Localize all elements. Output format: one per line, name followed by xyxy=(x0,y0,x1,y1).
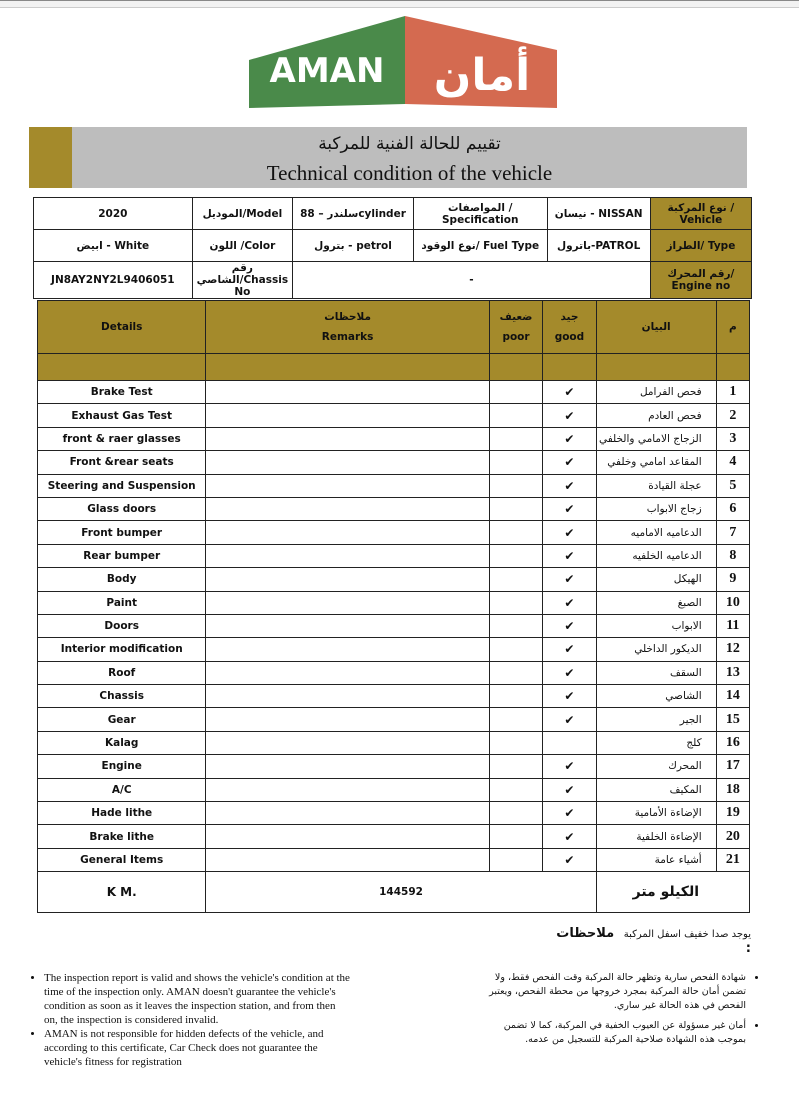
check-icon: ✔ xyxy=(564,829,575,844)
row-poor xyxy=(489,404,542,427)
row-remarks xyxy=(206,731,489,754)
color-label: اللون /Color xyxy=(192,230,292,262)
row-details: Interior modification xyxy=(38,638,206,661)
logo-text-ar: أمان xyxy=(433,50,531,101)
row-item-ar: الزجاج الامامي والخلفي xyxy=(596,427,716,450)
vehicle-value: نيسان - NISSAN xyxy=(547,198,650,230)
type-value: باترول-PATROL xyxy=(547,230,650,262)
inspection-table xyxy=(37,300,750,913)
row-item-ar: الدعاميه الخلفيه xyxy=(596,544,716,567)
row-remarks xyxy=(206,755,489,778)
table-row xyxy=(38,451,750,474)
header-good xyxy=(543,301,596,354)
row-details: Front &rear seats xyxy=(38,451,206,474)
row-details: Steering and Suspension xyxy=(38,474,206,497)
row-good xyxy=(543,497,596,520)
row-number: 21 xyxy=(716,848,749,871)
table-row xyxy=(38,848,750,871)
table-row xyxy=(38,708,750,731)
row-remarks xyxy=(206,638,489,661)
row-item-ar: فحص العادم xyxy=(596,404,716,427)
table-row xyxy=(38,685,750,708)
spec-label: المواصفات / Specification xyxy=(413,198,547,230)
table-row xyxy=(38,404,750,427)
title-band xyxy=(29,127,747,188)
table-row xyxy=(38,825,750,848)
inspection-rows xyxy=(38,381,750,872)
header-spacer-row xyxy=(38,354,750,381)
row-poor xyxy=(489,427,542,450)
note-ar-1: • شهادة الفحص سارية وتظهر حالة المركبة وقت الفحص فقط، ولا تضمن أمان حالة المركبة بمجرد خروجها من محطة الفحص، ويعتبر الفحص في هذه الحالة غير ساري. xyxy=(480,971,746,1013)
check-icon: ✔ xyxy=(564,502,575,517)
table-row xyxy=(38,474,750,497)
row-poor xyxy=(489,521,542,544)
header-remarks-ar: ملاحظات xyxy=(324,311,371,323)
row-poor xyxy=(489,848,542,871)
row-number: 16 xyxy=(716,731,749,754)
row-item-ar: زجاج الابواب xyxy=(596,497,716,520)
row-good xyxy=(543,638,596,661)
check-icon: ✔ xyxy=(564,572,575,587)
km-row xyxy=(38,872,750,913)
row-good xyxy=(543,381,596,404)
row-good xyxy=(543,825,596,848)
km-label-ar: الكيلو متر xyxy=(596,872,749,913)
check-icon: ✔ xyxy=(564,689,575,704)
row-number: 3 xyxy=(716,427,749,450)
row-poor xyxy=(489,591,542,614)
header-poor xyxy=(489,301,542,354)
header-good-ar: جيد xyxy=(560,311,579,323)
check-icon: ✔ xyxy=(564,759,575,774)
row-remarks xyxy=(206,521,489,544)
engine-value: - xyxy=(293,262,651,299)
row-details: Gear xyxy=(38,708,206,731)
row-remarks xyxy=(206,614,489,637)
check-icon: ✔ xyxy=(564,431,575,446)
km-label-en: K M. xyxy=(38,872,206,913)
row-details: A/C xyxy=(38,778,206,801)
table-row xyxy=(38,614,750,637)
model-label: الموديل/Model xyxy=(192,198,292,230)
row-remarks xyxy=(206,544,489,567)
check-icon: ✔ xyxy=(564,408,575,423)
row-poor xyxy=(489,451,542,474)
note-ar-2: • أمان غير مسؤولة عن العيوب الخفية في المركبة، كما لا تضمن بموجب هذه الشهادة صلاحية المركبة للتسجيل من عدمه. xyxy=(480,1019,746,1047)
row-details: Brake lithe xyxy=(38,825,206,848)
logo-text-en: AMAN xyxy=(269,51,385,91)
chassis-value: JN8AY2NY2L9406051 xyxy=(34,262,193,299)
row-poor xyxy=(489,661,542,684)
row-details: General Items xyxy=(38,848,206,871)
row-number: 1 xyxy=(716,381,749,404)
header-poor-ar: ضعيف xyxy=(499,311,533,323)
row-remarks xyxy=(206,568,489,591)
check-icon: ✔ xyxy=(564,595,575,610)
row-details: Paint xyxy=(38,591,206,614)
table-row xyxy=(38,638,750,661)
check-icon: ✔ xyxy=(564,853,575,867)
row-details: Hade lithe xyxy=(38,802,206,825)
table-row xyxy=(38,427,750,450)
row-item-ar: فحص الفرامل xyxy=(596,381,716,404)
row-poor xyxy=(489,544,542,567)
fuel-value: بترول - petrol xyxy=(293,230,414,262)
header-poor-en: poor xyxy=(502,331,530,343)
row-poor xyxy=(489,731,542,754)
vehicle-label: نوع المركبة / Vehicle xyxy=(650,198,751,230)
table-row xyxy=(38,778,750,801)
check-icon: ✔ xyxy=(564,712,575,727)
remarks-line xyxy=(556,926,751,956)
row-item-ar: الديكور الداخلي xyxy=(596,638,716,661)
row-remarks xyxy=(206,802,489,825)
note-en-1: • The inspection report is valid and shows the vehicle's condition at the time of the inspection only. AMAN doesn't guarantee the vehicle's condition as soon as it leaves the inspection station, and from then on, the inspection is considered invalid. xyxy=(44,971,350,1027)
row-item-ar: الابواب xyxy=(596,614,716,637)
table-row xyxy=(38,731,750,754)
check-icon: ✔ xyxy=(564,548,575,563)
row-remarks xyxy=(206,381,489,404)
row-poor xyxy=(489,474,542,497)
table-row xyxy=(38,497,750,520)
row-item-ar: الصبغ xyxy=(596,591,716,614)
row-good xyxy=(543,848,596,871)
header-details: Details xyxy=(38,301,206,354)
row-remarks xyxy=(206,427,489,450)
header-remarks xyxy=(206,301,489,354)
row-details: Exhaust Gas Test xyxy=(38,404,206,427)
row-number: 4 xyxy=(716,451,749,474)
row-remarks xyxy=(206,825,489,848)
row-good xyxy=(543,521,596,544)
check-icon: ✔ xyxy=(564,619,575,634)
row-remarks xyxy=(206,848,489,871)
title-english: Technical condition of the vehicle xyxy=(266,161,553,185)
row-remarks xyxy=(206,778,489,801)
row-good xyxy=(543,544,596,567)
check-icon: ✔ xyxy=(564,525,575,540)
engine-label: رقم المحرك/ Engine no xyxy=(650,262,751,299)
check-icon: ✔ xyxy=(564,385,575,400)
chassis-label: رقم الشاصي/Chassis No xyxy=(192,262,292,299)
row-poor xyxy=(489,568,542,591)
vehicle-info-table xyxy=(33,197,752,299)
row-number: 7 xyxy=(716,521,749,544)
row-good xyxy=(543,474,596,497)
row-details: Engine xyxy=(38,755,206,778)
row-item-ar: الهيكل xyxy=(596,568,716,591)
row-item-ar: أشياء عامة xyxy=(596,848,716,871)
row-remarks xyxy=(206,661,489,684)
row-item-ar: الإضاءة الأمامية xyxy=(596,802,716,825)
row-good xyxy=(543,802,596,825)
row-details: Body xyxy=(38,568,206,591)
table-row xyxy=(38,544,750,567)
type-label: الطراز/ Type xyxy=(650,230,751,262)
table-row xyxy=(38,381,750,404)
title-accent xyxy=(29,127,72,188)
row-details: Glass doors xyxy=(38,497,206,520)
row-item-ar: كلج xyxy=(596,731,716,754)
row-good xyxy=(543,591,596,614)
remarks-label: ملاحظات : xyxy=(556,926,751,956)
row-item-ar: السقف xyxy=(596,661,716,684)
row-remarks xyxy=(206,685,489,708)
row-details: Brake Test xyxy=(38,381,206,404)
row-details: front & raer glasses xyxy=(38,427,206,450)
row-good xyxy=(543,778,596,801)
table-row xyxy=(38,568,750,591)
row-number: 8 xyxy=(716,544,749,567)
row-item-ar: الدعاميه الاماميه xyxy=(596,521,716,544)
model-value: 2020 xyxy=(34,198,193,230)
note-en-2: • AMAN is not responsible for hidden defects of the vehicle, and according to this certificate, Car Check does not guarantee the vehicle's fitness for registration xyxy=(44,1027,350,1069)
row-number: 14 xyxy=(716,685,749,708)
row-remarks xyxy=(206,497,489,520)
row-number: 12 xyxy=(716,638,749,661)
row-number: 13 xyxy=(716,661,749,684)
check-icon: ✔ xyxy=(564,782,575,797)
row-item-ar: الشاصي xyxy=(596,685,716,708)
row-remarks xyxy=(206,451,489,474)
row-good xyxy=(543,661,596,684)
notes-english xyxy=(20,971,350,1069)
row-good xyxy=(543,708,596,731)
row-poor xyxy=(489,778,542,801)
remarks-text: يوجد صدا خفيف اسفل المركبة xyxy=(623,929,751,940)
row-details: Chassis xyxy=(38,685,206,708)
table-row xyxy=(38,521,750,544)
row-good xyxy=(543,755,596,778)
row-number: 6 xyxy=(716,497,749,520)
row-number: 18 xyxy=(716,778,749,801)
row-good xyxy=(543,685,596,708)
table-row xyxy=(38,802,750,825)
header-item: البيان xyxy=(596,301,716,354)
row-remarks xyxy=(206,591,489,614)
row-number: 20 xyxy=(716,825,749,848)
row-remarks xyxy=(206,708,489,731)
row-good xyxy=(543,427,596,450)
fuel-label: نوع الوقود/ Fuel Type xyxy=(413,230,547,262)
notes-arabic xyxy=(480,971,770,1053)
row-details: Roof xyxy=(38,661,206,684)
row-poor xyxy=(489,497,542,520)
row-poor xyxy=(489,708,542,731)
row-remarks xyxy=(206,404,489,427)
row-item-ar: الجير xyxy=(596,708,716,731)
check-icon: ✔ xyxy=(564,455,575,470)
row-details: Rear bumper xyxy=(38,544,206,567)
title-arabic: تقييم للحالة الفنية للمركبة xyxy=(318,134,501,154)
row-good xyxy=(543,451,596,474)
row-number: 2 xyxy=(716,404,749,427)
row-number: 19 xyxy=(716,802,749,825)
row-number: 11 xyxy=(716,614,749,637)
row-details: Kalag xyxy=(38,731,206,754)
row-good xyxy=(543,614,596,637)
row-item-ar: الإضاءة الخلفية xyxy=(596,825,716,848)
check-icon: ✔ xyxy=(564,642,575,657)
check-icon: ✔ xyxy=(564,665,575,680)
table-row xyxy=(38,591,750,614)
header-good-en: good xyxy=(554,331,585,343)
row-poor xyxy=(489,825,542,848)
row-good xyxy=(543,568,596,591)
row-number: 10 xyxy=(716,591,749,614)
row-remarks xyxy=(206,474,489,497)
row-details: Front bumper xyxy=(38,521,206,544)
aman-logo xyxy=(247,12,563,110)
row-poor xyxy=(489,802,542,825)
row-poor xyxy=(489,685,542,708)
header-remarks-en: Remarks xyxy=(321,331,374,343)
row-details: Doors xyxy=(38,614,206,637)
top-scroll-edge xyxy=(0,0,799,8)
row-item-ar: عجلة القيادة xyxy=(596,474,716,497)
table-row xyxy=(38,661,750,684)
color-value: ابيض - White xyxy=(34,230,193,262)
table-row xyxy=(38,755,750,778)
row-poor xyxy=(489,614,542,637)
row-number: 15 xyxy=(716,708,749,731)
km-value: 144592 xyxy=(206,872,596,913)
header-num: م xyxy=(716,301,749,354)
spec-value: 8سلندر – 8cylinder xyxy=(293,198,414,230)
row-good xyxy=(543,731,596,754)
row-number: 9 xyxy=(716,568,749,591)
row-item-ar: المكيف xyxy=(596,778,716,801)
row-number: 5 xyxy=(716,474,749,497)
row-poor xyxy=(489,638,542,661)
check-icon: ✔ xyxy=(564,478,575,493)
row-poor xyxy=(489,755,542,778)
row-item-ar: المقاعد امامي وخلفي xyxy=(596,451,716,474)
check-icon: ✔ xyxy=(564,806,575,821)
row-poor xyxy=(489,381,542,404)
row-item-ar: المحرك xyxy=(596,755,716,778)
row-number: 17 xyxy=(716,755,749,778)
row-good xyxy=(543,404,596,427)
